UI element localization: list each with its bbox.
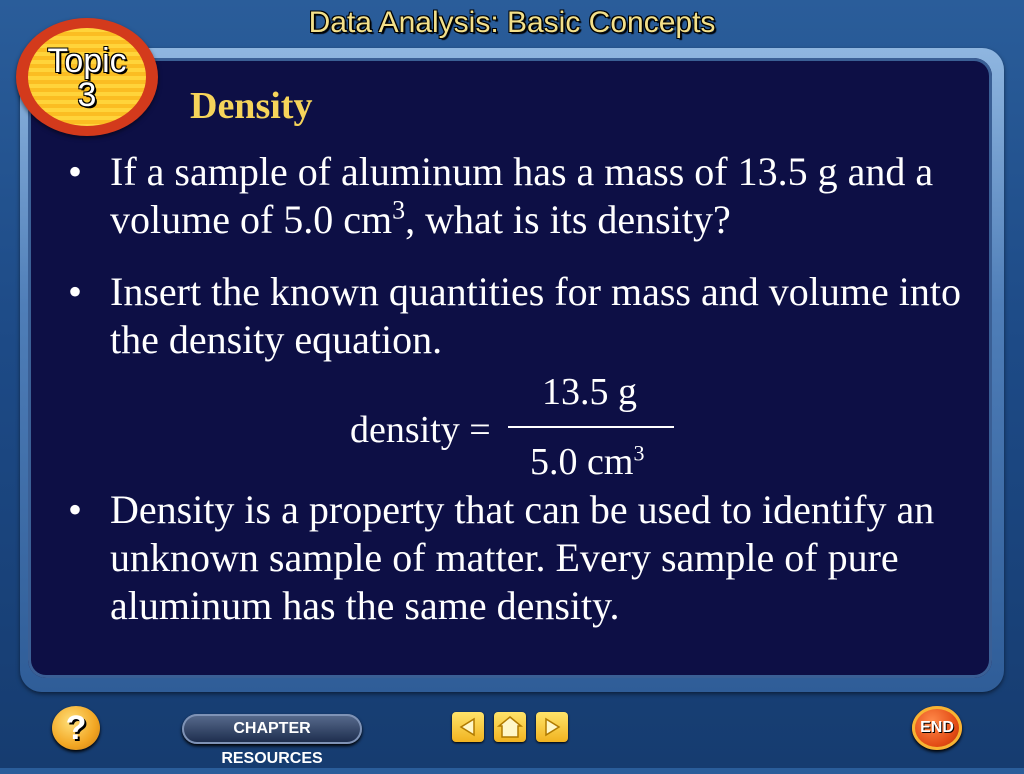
home-button[interactable] <box>494 712 526 742</box>
bullet-text: If a sample of aluminum has a mass of 13.5 g and a volume of 5.0 cm <box>110 149 934 242</box>
end-button[interactable]: END <box>912 706 962 750</box>
bullet-item <box>68 486 968 630</box>
bullet-superscript: 3 <box>392 195 406 225</box>
slide-header-title: Data Analysis: Basic Concepts <box>308 6 716 39</box>
home-icon <box>494 712 526 742</box>
bullet-dot-icon: • <box>68 487 83 532</box>
fraction-bar <box>508 426 674 428</box>
next-button[interactable] <box>536 712 568 742</box>
bullet-item <box>68 148 968 244</box>
denominator-superscript: 3 <box>633 440 645 466</box>
bullet-text: Insert the known quantities for mass and volume into the density equation. <box>110 269 961 362</box>
equation-denominator <box>530 440 644 484</box>
bullet-text: Density is a property that can be used to identify an unknown sample of matter. Every sample of pure aluminum has the same density. <box>110 487 935 628</box>
bullet-text-tail: , what is its density? <box>405 197 731 242</box>
bullet-item <box>68 268 968 364</box>
equation-numerator: 13.5 g <box>542 371 637 413</box>
left-arrow-icon <box>452 712 484 742</box>
chapter-resources-button[interactable]: CHAPTER RESOURCES <box>182 714 362 744</box>
bullet-dot-icon: • <box>68 149 83 194</box>
density-equation <box>350 368 690 483</box>
topic-word: Topic <box>47 42 127 80</box>
topic-badge-label <box>16 44 158 112</box>
right-arrow-icon <box>536 712 568 742</box>
bullet-dot-icon: • <box>68 269 83 314</box>
denominator-text: 5.0 cm <box>530 441 634 483</box>
topic-number: 3 <box>77 76 97 114</box>
equation-lhs: density = <box>350 409 491 451</box>
previous-button[interactable] <box>452 712 484 742</box>
help-button[interactable]: ? <box>52 706 100 750</box>
section-title: Density <box>190 85 313 127</box>
